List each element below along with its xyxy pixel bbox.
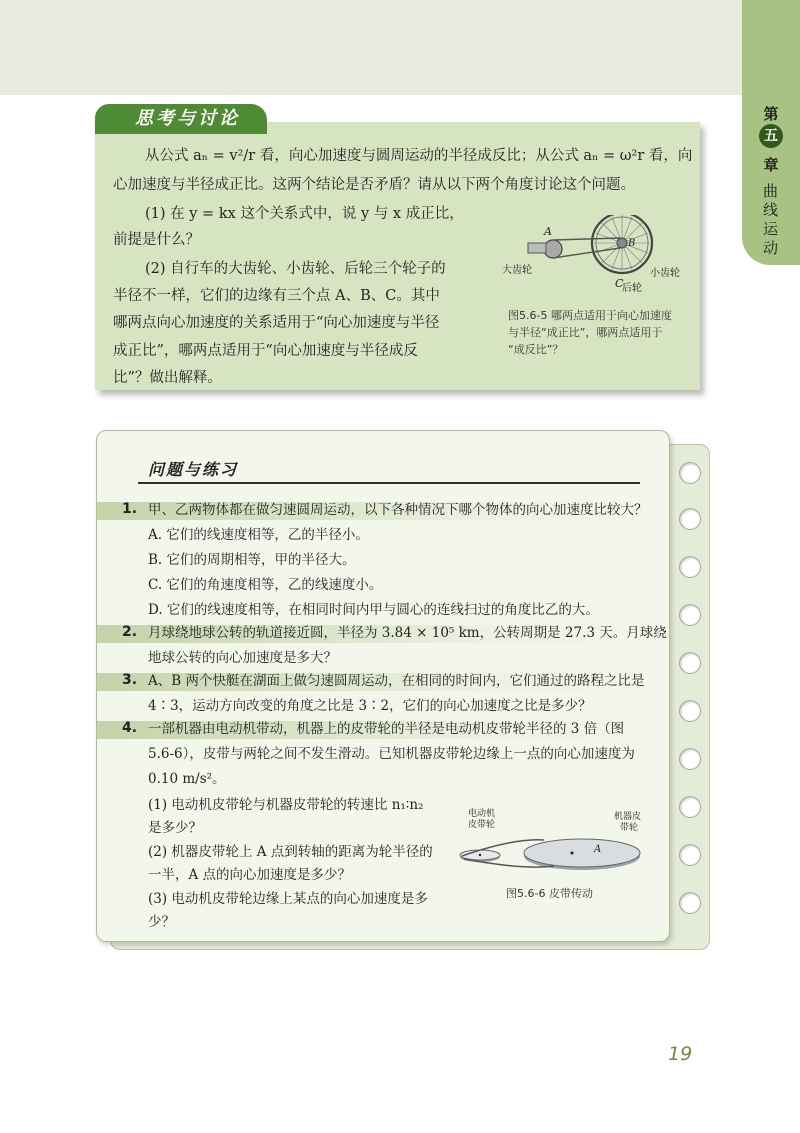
question-2-line-2: 地球公转的向心加速度是多大？ [148,650,337,666]
binder-ring [679,462,701,484]
think-line-5: (2) 自行车的大齿轮、小齿轮、后轮三个轮子的 [145,261,446,277]
question-2-number: 2. [122,624,138,640]
question-4-part-3b: 少？ [148,914,175,930]
binder-ring [679,892,701,914]
top-header-band [0,0,800,95]
binder-ring [679,508,701,530]
binder-ring [679,700,701,722]
think-line-8: 成正比”，哪两点适用于“向心加速度与半径成反 [113,343,418,359]
question-1-option-a: A. 它们的线速度相等，乙的半径小。 [148,527,369,543]
question-1-option-b: B. 它们的周期相等，甲的半径大。 [148,552,356,568]
think-line-1: 从公式 aₙ = v²/r 看，向心加速度与圆周运动的半径成反比；从公式 aₙ = ω²r 看，向 [145,148,693,164]
think-line-6: 半径不一样，它们的边缘有三个点 A、B、C。其中 [113,288,440,304]
question-1-number: 1. [122,501,138,517]
bike-label-b: B [628,238,636,249]
question-4-part-1a: (1) 电动机皮带轮与机器皮带轮的转速比 n₁∶n₂ [148,797,424,813]
belt-machine-label-1: 机器皮 [614,812,642,822]
bicycle-figure-caption [508,307,693,358]
binder-ring [679,796,701,818]
exercises-header: 问题与练习 [148,460,239,479]
chapter-number: 五 [759,124,783,148]
question-2-line-1: 月球绕地球公转的轨道接近圆，半径为 3.84 × 10⁵ km，公转周期是 27.3 天。月球绕 [148,625,667,641]
question-4-part-2b: 一半，A 点的向心加速度是多少？ [148,867,352,883]
question-4-part-2a: (2) 机器皮带轮上 A 点到转轴的距离为轮半径的 [148,844,433,860]
question-3-number: 3. [122,672,138,688]
bike-caption-line-1: 图5.6-5 哪两点适用于向心加速度 [508,309,672,322]
question-4-part-1b: 是多少？ [148,820,202,836]
think-discuss-tab: 思考与讨论 [95,104,267,134]
think-line-2: 心加速度与半径成正比。这两个结论是否矛盾？请从以下两个角度讨论这个问题。 [113,177,635,193]
think-line-7: 哪两点向心加速度的关系适用于“向心加速度与半径 [113,315,440,331]
think-line-3: (1) 在 y = kx 这个关系式中，说 y 与 x 成正比， [145,206,464,222]
belt-machine-label-2: 带轮 [620,823,639,833]
bike-label-a: A [544,225,552,238]
bike-label-c: C [615,277,624,290]
belt-motor-label-2: 皮带轮 [468,820,496,830]
bike-big-gear-label: 大齿轮 [502,265,532,276]
think-line-9: 比”？做出解释。 [113,370,222,386]
question-3-line-2: 4∶3，运动方向改变的角度之比是 3∶2，它们的向心加速度之比是多少？ [148,698,592,714]
question-1-text: 甲、乙两物体都在做匀速圆周运动，以下各种情况下哪个物体的向心加速度比较大？ [148,502,648,518]
bike-small-gear-label: 小齿轮 [650,268,680,279]
belt-point-a-label: A [594,844,602,855]
exercises-header-rule [138,482,640,484]
bike-caption-line-2: 与半径“成正比”，哪两点适用于 [508,326,663,339]
bicycle-gear-figure [500,215,700,310]
bike-rear-wheel-label: 后轮 [622,283,642,294]
belt-figure-caption: 图5.6-6 皮带传动 [506,887,593,900]
binder-ring [679,844,701,866]
binder-ring [679,748,701,770]
question-4-line-2: 5.6-6），皮带与两轮之间不发生滑动。已知机器皮带轮边缘上一点的向心加速度为 [148,746,635,762]
binder-ring [679,652,701,674]
question-4-number: 4. [122,720,138,736]
think-line-4: 前提是什么？ [113,232,200,248]
binder-ring [679,604,701,626]
question-3-line-1: A、B 两个快艇在湖面上做匀速圆周运动，在相同的时间内，它们通过的路程之比是 [148,673,645,689]
belt-drive-drawing [460,839,640,870]
belt-drive-figure [454,808,644,878]
question-1-option-d: D. 它们的线速度相等，在相同时间内甲与圆心的连线扫过的角度比乙的大。 [148,602,599,618]
chapter-prefix: 第 [763,105,779,123]
chapter-suffix: 章 [763,156,779,174]
question-4-part-3a: (3) 电动机皮带轮边缘上某点的向心加速度是多 [148,891,428,907]
binder-ring [679,556,701,578]
chapter-tab [742,0,800,265]
question-4-line-3: 0.10 m/s²。 [148,771,226,787]
bike-caption-line-3: “成反比”？ [508,343,564,356]
question-1-option-c: C. 它们的角速度相等，乙的线速度小。 [148,577,383,593]
belt-motor-label-1: 电动机 [468,809,496,819]
chapter-title: 曲线运动 [762,182,779,257]
page-number: 19 [668,1043,693,1065]
question-4-line-1: 一部机器由电动机带动，机器上的皮带轮的半径是电动机皮带轮半径的 3 倍（图 [148,721,625,737]
